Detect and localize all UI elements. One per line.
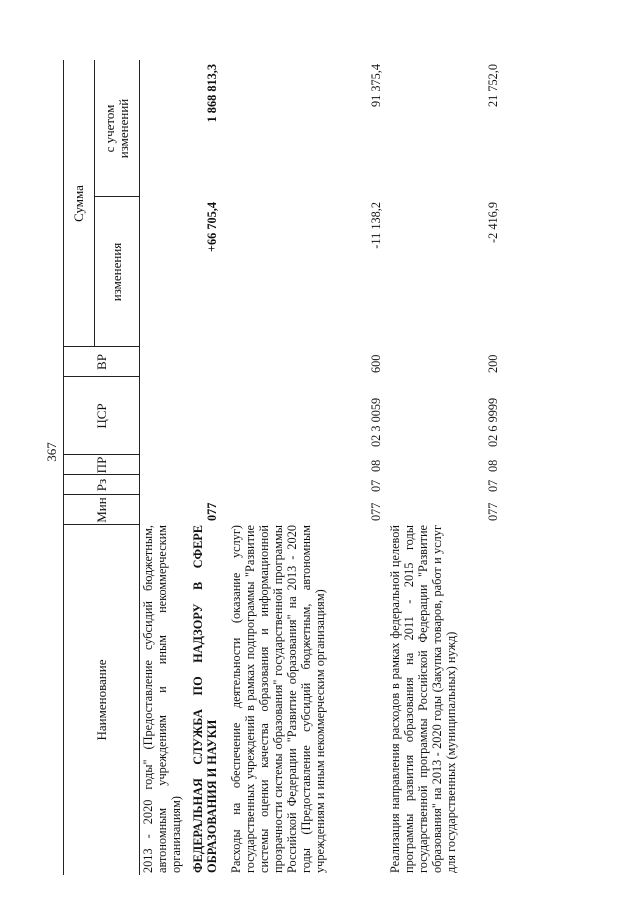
row-change: +66 705,4 <box>205 202 219 253</box>
header-min: Мин <box>93 497 109 523</box>
row-change: -2 416,9 <box>486 202 500 243</box>
budget-table <box>63 60 640 875</box>
header-divider <box>94 60 95 347</box>
header-divider <box>64 454 139 455</box>
header-divider <box>64 376 139 377</box>
row-min: 077 <box>205 502 219 521</box>
row-pr: 08 <box>486 459 500 472</box>
row-name: 2013 - 2020 годы" (Предоставление субсидий бюджетным, автономным учреждениям и иным некоммерческим организациям) <box>141 525 183 873</box>
row-vr: 200 <box>486 354 500 373</box>
row-total: 1 868 813,3 <box>205 64 219 123</box>
row-vr: 600 <box>369 354 383 373</box>
header-csr: ЦСР <box>93 403 109 429</box>
header-divider <box>64 494 139 495</box>
row-total: 91 375,4 <box>369 64 383 108</box>
row-pr: 08 <box>369 459 383 472</box>
row-min: 077 <box>486 502 500 521</box>
row-rz: 07 <box>369 479 383 492</box>
header-sum: Сумма <box>71 185 87 222</box>
row-csr: 02 6 9999 <box>486 397 500 447</box>
row-change: -11 138,2 <box>369 202 383 249</box>
header-name: Наименование <box>93 659 109 741</box>
header-divider <box>94 196 139 197</box>
row-name: Реализация направления расходов в рамках федеральной целевой программы развития образования на 2011 - 2015 годы государственной программы Российской Федерации "Развитие образования" на 2013 - 2020 годы (Закупка товаров, работ и услуг для государственных (муниципальных) нужд) <box>388 525 458 873</box>
row-rz: 07 <box>486 479 500 492</box>
header-divider <box>64 524 139 525</box>
header-vr: ВР <box>93 354 109 370</box>
row-min: 077 <box>369 502 383 521</box>
header-pr: ПР <box>93 456 109 474</box>
row-name: ФЕДЕРАЛЬНАЯ СЛУЖБА ПО НАДЗОРУ В СФЕРЕ ОБРАЗОВАНИЯ И НАУКИ <box>191 525 219 873</box>
table-header <box>63 60 140 875</box>
row-csr: 02 3 0059 <box>369 397 383 447</box>
row-total: 21 752,0 <box>486 64 500 108</box>
header-rz: Рз <box>93 478 109 492</box>
header-divider <box>64 474 139 475</box>
header-with-changes: с учетом изменений <box>101 98 131 159</box>
header-divider <box>64 346 139 347</box>
header-changes: изменения <box>108 242 124 302</box>
row-name: Расходы на обеспечение деятельности (оказание услуг) государственных учреждений в рамках подпрограммы "Развитие системы оценки качества образования и информационной прозрачности системы образования" государственной программы Российской Федерации "Развитие образования" на 2013 - 2020 годы (Предоставление субсидий бюджетным, автономным учреждениям и иным некоммерческим организациям) <box>229 525 327 873</box>
page-number: 367 <box>44 442 59 462</box>
